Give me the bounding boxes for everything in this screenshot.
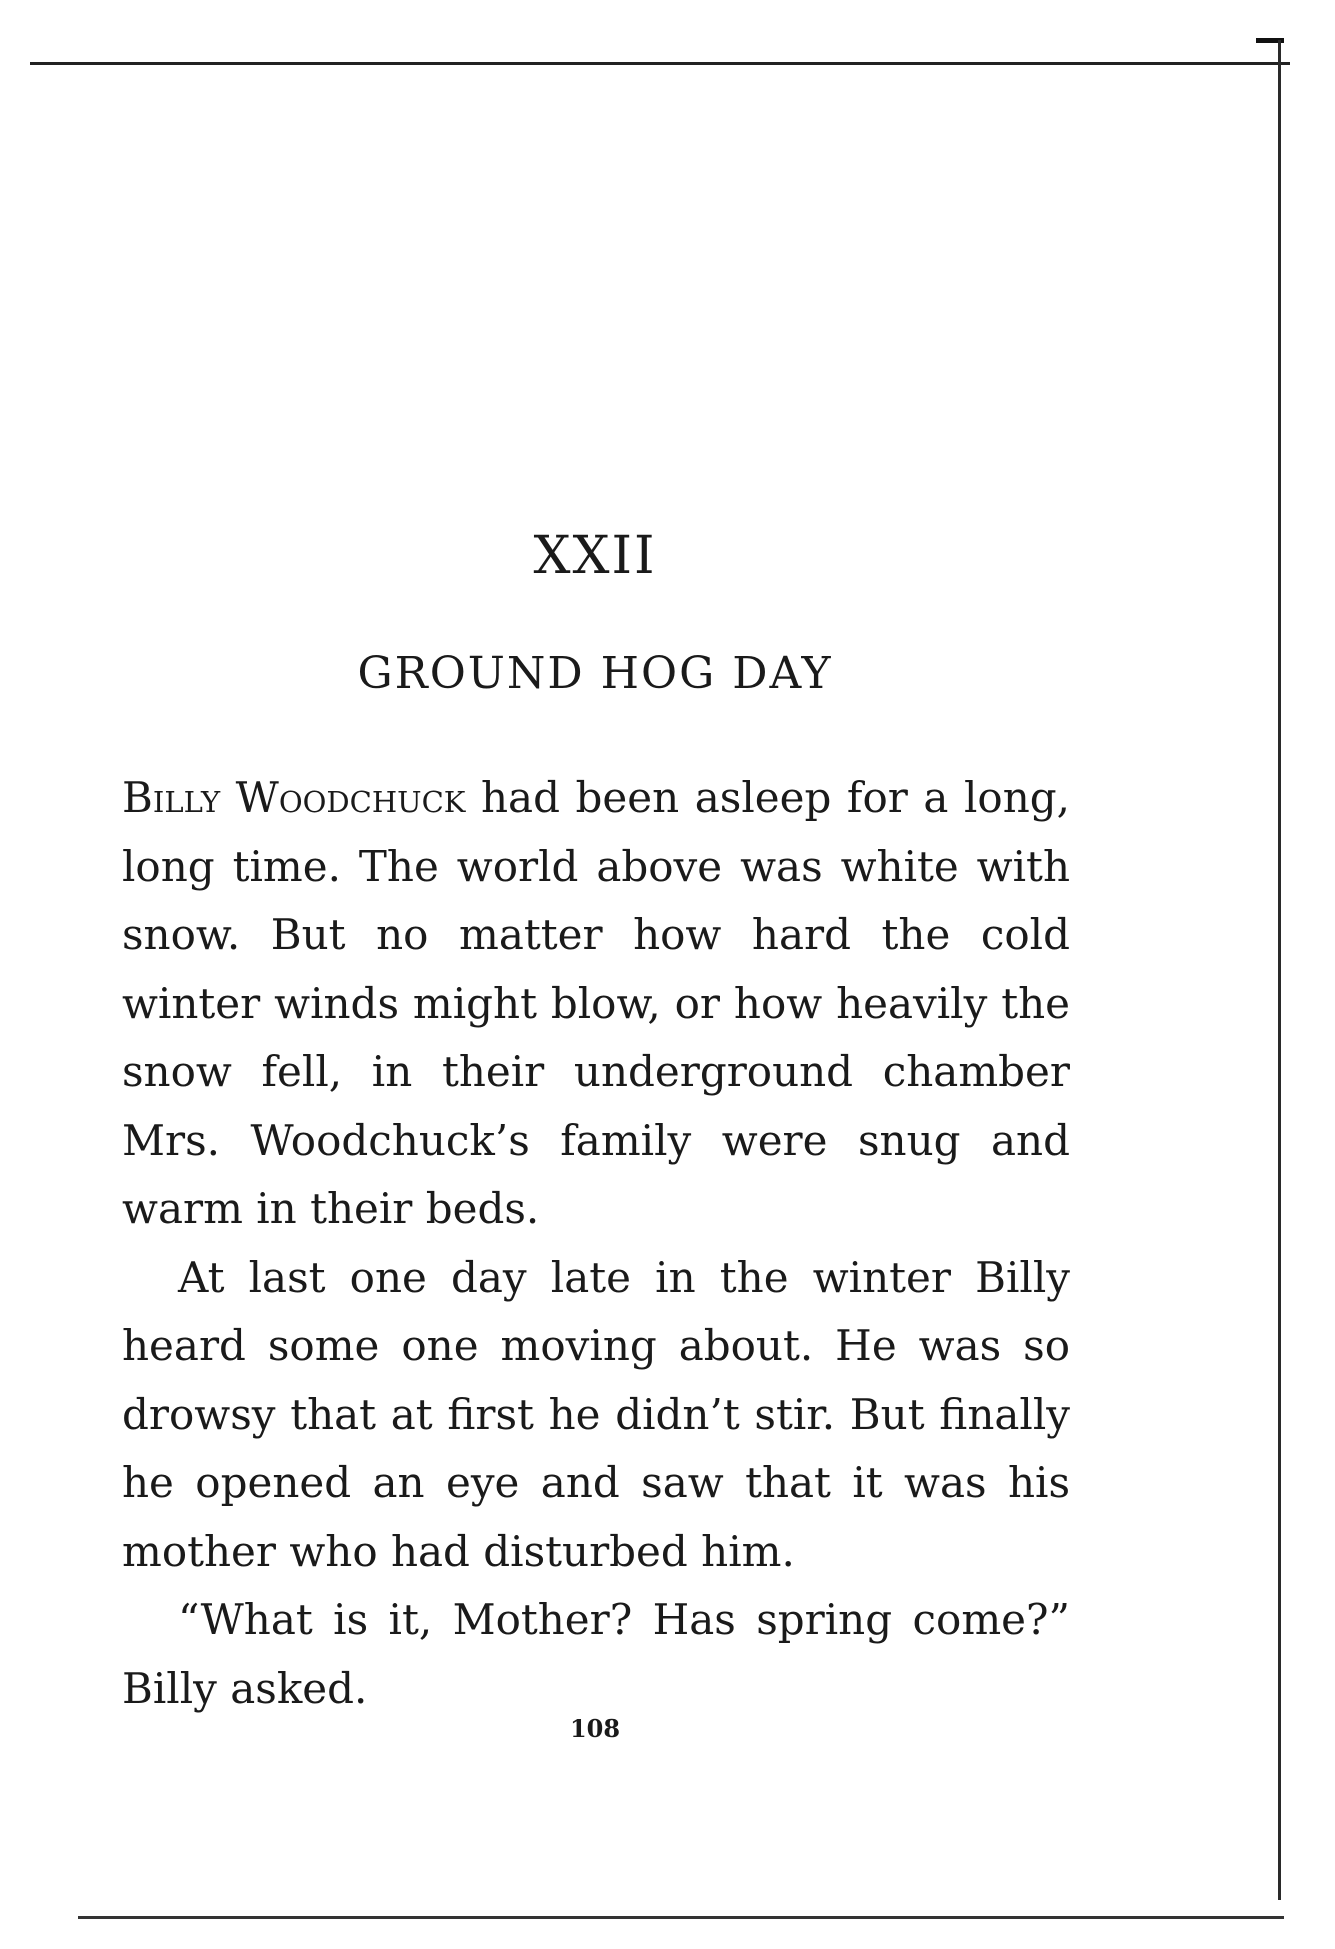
page-number: 108 [569, 1714, 621, 1743]
chapter-title: GROUND HOG DAY [357, 648, 833, 699]
top-rule [30, 62, 1290, 65]
paragraph-text: had been asleep for a long, long time. The world above was white with snow. But no matter how hard the cold winter winds might blow, or how heavily the snow fell, in their underground chamber Mrs. Woodchuck’s family were snug and warm in their beds. [122, 773, 1070, 1233]
right-rule [1278, 40, 1281, 1900]
chapter-body [122, 764, 1070, 1723]
paragraph-1 [122, 764, 1070, 1244]
chapter-number: XXII [533, 526, 657, 586]
paragraph-2: At last one day late in the winter Billy heard some one moving about. He was so drowsy that at first he didn’t stir. But finally he opened an eye and saw that it was his mother who had disturbed him. [122, 1252, 1070, 1576]
paragraph-3: “What is it, Mother? Has spring come?” Billy asked. [122, 1595, 1070, 1713]
paragraph-lead: Billy Woodchuck [122, 773, 466, 822]
bottom-rule [78, 1916, 1284, 1919]
